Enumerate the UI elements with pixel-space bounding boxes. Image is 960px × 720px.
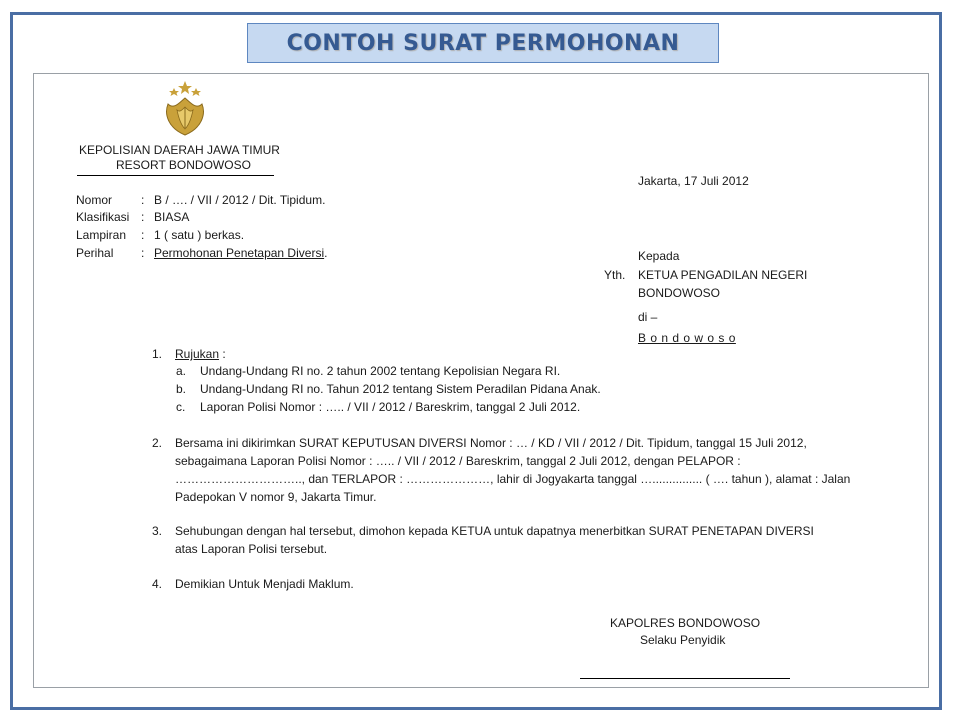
- signature-role: Selaku Penyidik: [640, 633, 726, 647]
- recipient-kepada: Kepada: [638, 249, 680, 263]
- meta-colon: :: [141, 193, 145, 207]
- para-2-line: Padepokan V nomor 9, Jakarta Timur.: [175, 490, 377, 504]
- meta-label-klasifikasi: Klasifikasi: [76, 210, 130, 224]
- slide-title-box: [247, 23, 719, 63]
- meta-value-klasifikasi: BIASA: [154, 210, 190, 224]
- para-4-number: 4.: [152, 577, 163, 591]
- para-1-number: 1.: [152, 347, 163, 361]
- para-2-line: sebagaimana Laporan Polisi Nomor : ….. / VII / 2012 / Bareskrim, tanggal 2 Juli 2012, dengan PELAPOR :: [175, 454, 741, 468]
- para-2-line: ………………………….., dan TERLAPOR : …………………, lahir di Jogyakarta tanggal …............... ( …. tahun ), alamat : Jalan: [175, 472, 851, 486]
- item-text: Undang-Undang RI no. 2 tahun 2002 tentang Kepolisian Negara RI.: [200, 364, 561, 378]
- recipient-name-line-1: KETUA PENGADILAN NEGERI: [638, 268, 808, 282]
- org-line-2: RESORT BONDOWOSO: [116, 158, 251, 172]
- perihal-suffix: .: [324, 246, 328, 260]
- signature-title: KAPOLRES BONDOWOSO: [610, 616, 761, 630]
- slide-title: CONTOH SURAT PERMOHONAN: [286, 31, 680, 56]
- para-2-number: 2.: [152, 436, 163, 450]
- para-2-line: Bersama ini dikirimkan SURAT KEPUTUSAN DIVERSI Nomor : … / KD / VII / 2012 / Dit. Tipidum, tanggal 15 Juli 2012,: [175, 436, 807, 450]
- item-text: Undang-Undang RI no. Tahun 2012 tentang Sistem Peradilan Pidana Anak.: [200, 382, 601, 396]
- meta-value-perihal: [154, 246, 327, 261]
- recipient-di: di –: [638, 310, 658, 324]
- meta-colon: :: [141, 246, 145, 260]
- meta-label-nomor: Nomor: [76, 193, 113, 207]
- recipient-name-line-2: BONDOWOSO: [638, 286, 721, 300]
- perihal-text: Permohonan Penetapan Diversi: [154, 246, 325, 260]
- para-3-line: atas Laporan Polisi tersebut.: [175, 542, 328, 556]
- meta-colon: :: [141, 210, 145, 224]
- item-letter: b.: [176, 382, 187, 396]
- police-emblem-icon: [160, 80, 210, 138]
- letter-date: Jakarta, 17 Juli 2012: [638, 174, 749, 188]
- meta-colon: :: [141, 228, 145, 242]
- item-text: Laporan Polisi Nomor : ….. / VII / 2012 / Bareskrim, tanggal 2 Juli 2012.: [200, 400, 581, 414]
- item-letter: c.: [176, 400, 186, 414]
- signature-line: [580, 678, 790, 679]
- recipient-yth: Yth.: [604, 268, 626, 282]
- meta-value-nomor: B / …. / VII / 2012 / Dit. Tipidum.: [154, 193, 326, 207]
- header-underline: [77, 175, 274, 176]
- para-3-number: 3.: [152, 524, 163, 538]
- meta-label-lampiran: Lampiran: [76, 228, 127, 242]
- meta-value-lampiran: 1 ( satu ) berkas.: [154, 228, 245, 242]
- para-3-line: Sehubungan dengan hal tersebut, dimohon kepada KETUA untuk dapatnya menerbitkan SURAT PENETAPAN DIVERSI: [175, 524, 814, 538]
- para-1-title: Rujukan: [175, 347, 220, 361]
- para-4-text: Demikian Untuk Menjadi Maklum.: [175, 577, 354, 591]
- meta-label-perihal: Perihal: [76, 246, 114, 260]
- org-line-1: KEPOLISIAN DAERAH JAWA TIMUR: [79, 143, 280, 157]
- recipient-place: B o n d o w o s o: [638, 331, 736, 345]
- item-letter: a.: [176, 364, 187, 378]
- para-1-heading: [175, 347, 226, 362]
- para-1-colon: :: [219, 347, 226, 361]
